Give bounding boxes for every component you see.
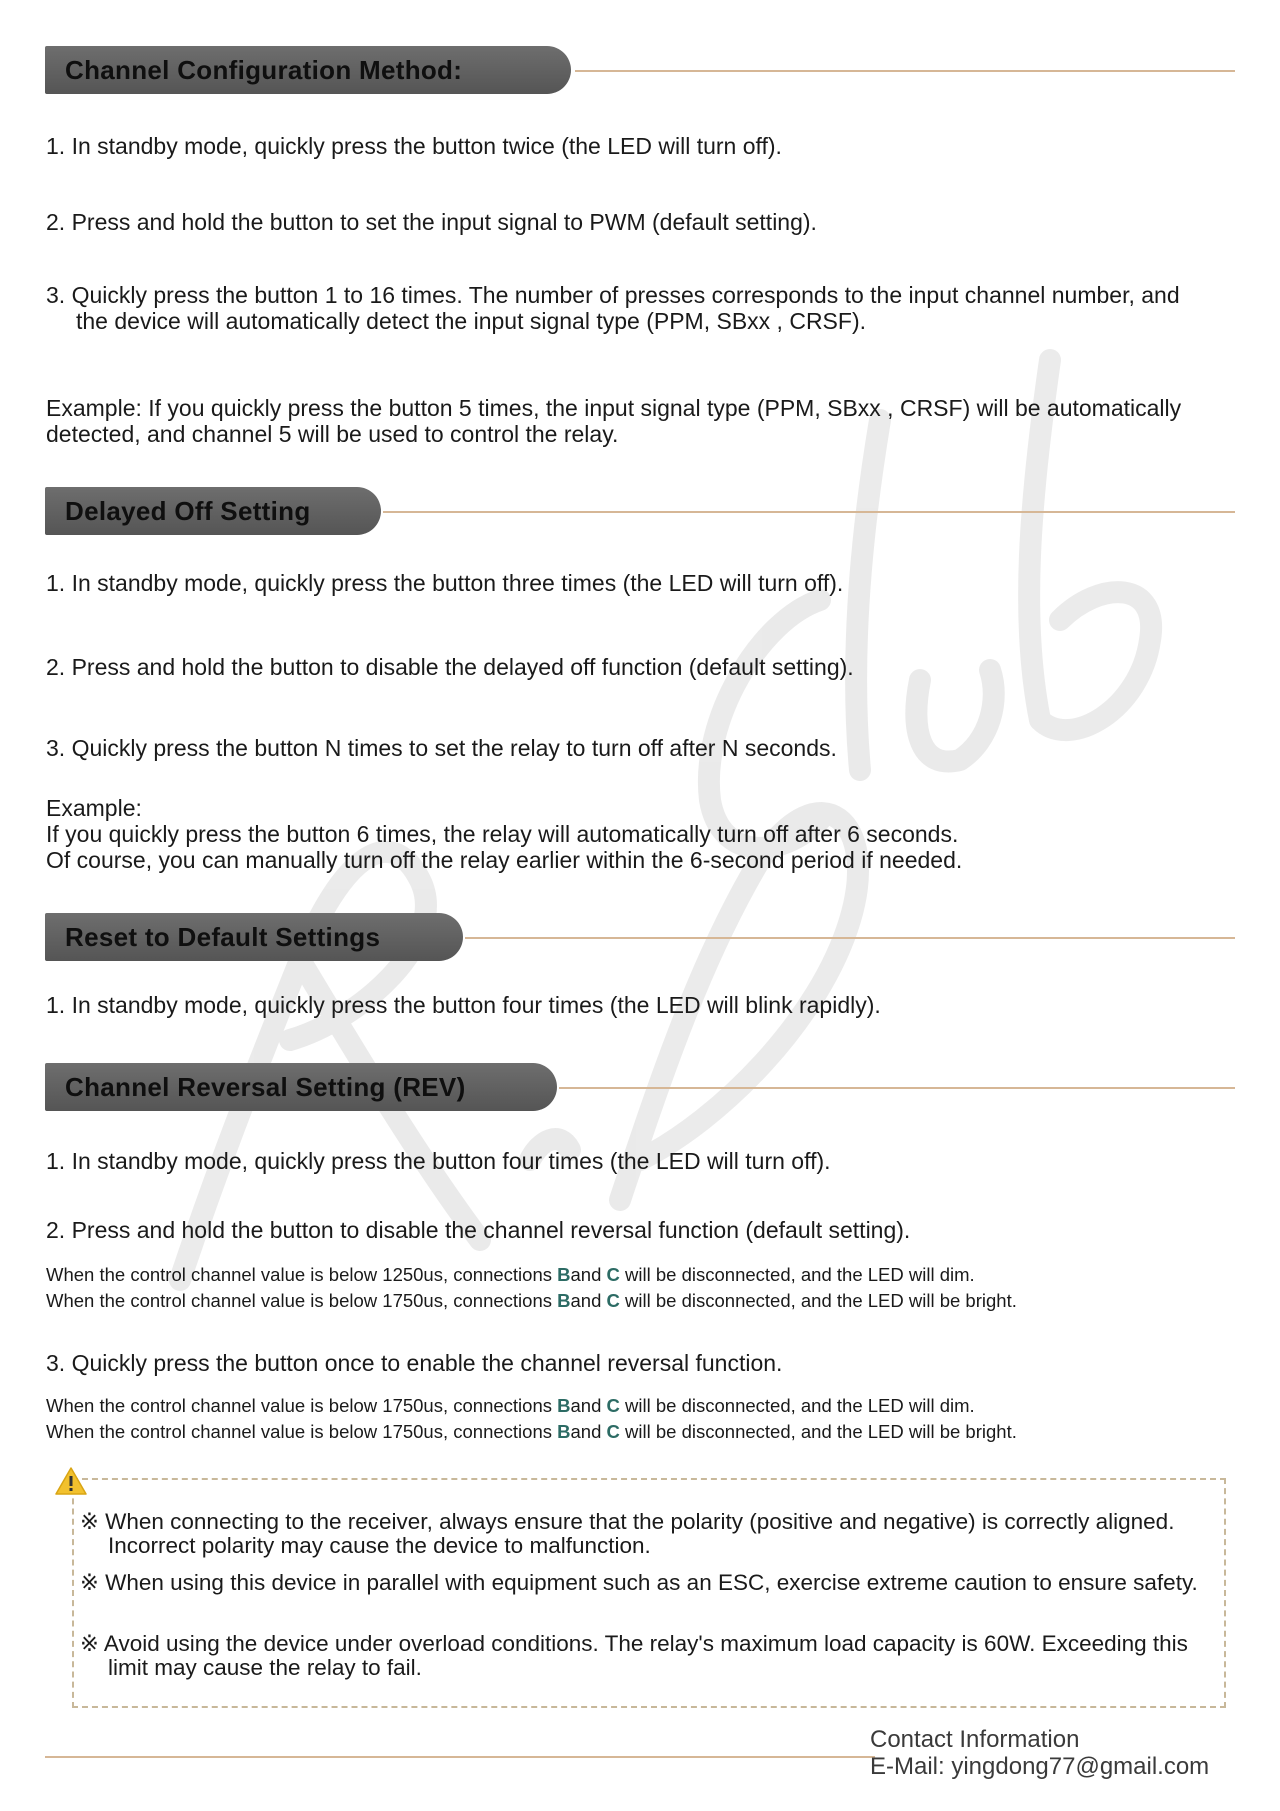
section-title-tab: Channel Configuration Method: <box>45 46 571 94</box>
section-title-tab: Reset to Default Settings <box>45 913 463 961</box>
channel-config-step-3: 3. Quickly press the button 1 to 16 times. The number of presses corresponds to the input channel number, and the device will automatically detect the input signal type (PPM, SBxx , CRSF). <box>46 282 1180 334</box>
reversal-step-2: 2. Press and hold the button to disable the channel reversal function (default setting). <box>46 1217 911 1243</box>
delayed-off-example-line-2: Of course, you can manually turn off the relay earlier within the 6-second period if needed. <box>46 847 963 873</box>
header-rule <box>383 511 1235 513</box>
contact-label: Contact Information <box>870 1726 1080 1753</box>
delayed-off-step-3: 3. Quickly press the button N times to set the relay to turn off after N seconds. <box>46 735 837 761</box>
reversal-step-3: 3. Quickly press the button once to enable the channel reversal function. <box>46 1350 783 1376</box>
channel-config-step-2: 2. Press and hold the button to set the input signal to PWM (default setting). <box>46 209 817 235</box>
reversal-step-3-note-1: When the control channel value is below 1750us, connections Band C will be disconnected, and the LED will dim. <box>46 1395 975 1416</box>
section-header-reset <box>45 913 1235 961</box>
contact-email[interactable]: E-Mail: yingdong77@gmail.com <box>870 1753 1210 1780</box>
warning-triangle-icon <box>54 1466 88 1496</box>
reversal-step-3-note-2: When the control channel value is below 1750us, connections Band C will be disconnected, and the LED will be bright. <box>46 1421 1017 1442</box>
warning-item-polarity: ※ When connecting to the receiver, always ensure that the polarity (positive and negative) is correctly aligned. Incorrect polarity may cause the device to malfunction. <box>80 1509 1175 1558</box>
section-header-reversal <box>45 1063 1235 1111</box>
header-rule <box>575 70 1235 72</box>
section-title-tab: Delayed Off Setting <box>45 487 381 535</box>
section-header-channel-config <box>45 46 1235 94</box>
delayed-off-example-label: Example: <box>46 795 142 821</box>
channel-config-example: Example: If you quickly press the button 5 times, the input signal type (PPM, SBxx , CRSF) will be automatically detected, and channel 5 will be used to control the relay. <box>46 395 1182 447</box>
header-rule <box>559 1087 1235 1089</box>
footer-rule <box>45 1756 875 1758</box>
delayed-off-step-2: 2. Press and hold the button to disable the delayed off function (default setting). <box>46 654 854 680</box>
reset-step-1: 1. In standby mode, quickly press the button four times (the LED will blink rapidly). <box>46 992 881 1018</box>
delayed-off-example-line-1: If you quickly press the button 6 times, the relay will automatically turn off after 6 seconds. <box>46 821 959 847</box>
reversal-step-2-note-1: When the control channel value is below 1250us, connections Band C will be disconnected, and the LED will dim. <box>46 1264 975 1285</box>
section-header-delayed-off <box>45 487 1235 535</box>
header-rule <box>465 937 1235 939</box>
reversal-step-1: 1. In standby mode, quickly press the button four times (the LED will turn off). <box>46 1148 831 1174</box>
warning-item-parallel-esc: ※ When using this device in parallel with equipment such as an ESC, exercise extreme caution to ensure safety. <box>80 1570 1198 1595</box>
section-title-tab: Channel Reversal Setting (REV) <box>45 1063 557 1111</box>
reversal-step-2-note-2: When the control channel value is below 1750us, connections Band C will be disconnected, and the LED will be bright. <box>46 1290 1017 1311</box>
delayed-off-step-1: 1. In standby mode, quickly press the button three times (the LED will turn off). <box>46 570 844 596</box>
warning-item-overload: ※ Avoid using the device under overload conditions. The relay's maximum load capacity is 60W. Exceeding this limit may cause the relay to fail. <box>80 1631 1188 1680</box>
channel-config-step-1: 1. In standby mode, quickly press the button twice (the LED will turn off). <box>46 133 782 159</box>
